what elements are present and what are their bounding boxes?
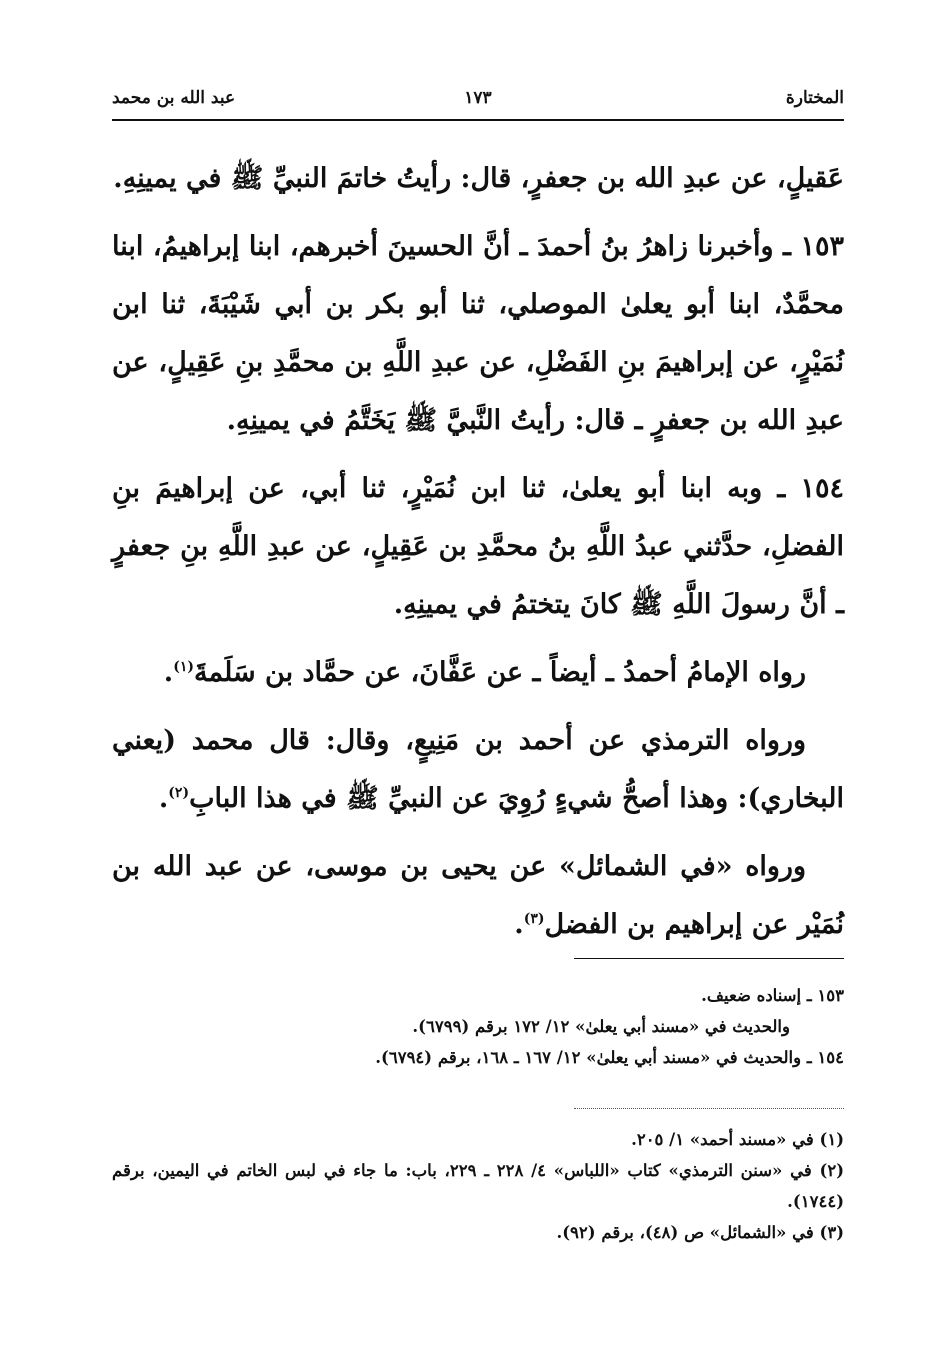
editor-notes: [112, 980, 844, 1073]
narration-tirmidhi-text: ورواه الترمذي عن أحمد بن مَنِيعٍ، وقال: قال محمد (يعني البخاري): وهذا أصحُّ شيءٍ رُوِيَ عن النبيِّ ﷺ في هذا البابِ: [112, 725, 844, 814]
narration-shamail: [112, 838, 844, 954]
footnote-1: (١) في «مسند أحمد» ١/ ٢٠٥.: [631, 1130, 844, 1149]
header-book-title: المختارة: [785, 88, 844, 108]
notes-separator: [574, 958, 844, 959]
main-text: [112, 150, 844, 964]
narration-tirmidhi: [112, 712, 844, 828]
running-header: [112, 84, 844, 118]
footnote-3: (٣) في «الشمائل» ص (٤٨)، برقم (٩٢).: [556, 1223, 844, 1242]
narration-ahmad: [112, 644, 844, 702]
note-153-source: والحديث في «مسند أبي يعلىٰ» ١٢/ ١٧٢ برقم (٦٧٩٩).: [412, 1017, 790, 1036]
footnote-2: (٢) في «سنن الترمذي» كتاب «اللباس» ٤/ ٢٢٨ ـ ٢٢٩، باب: ما جاء في لبس الخاتم في اليمين، برقم (١٧٤٤).: [112, 1161, 844, 1211]
header-rule: [112, 119, 844, 121]
note-154: ١٥٤ ـ والحديث في «مسند أبي يعلىٰ» ١٢/ ١٦٧ ـ ١٦٨، برقم (٦٧٩٤).: [375, 1048, 844, 1067]
period: .: [158, 783, 169, 814]
note-153: ١٥٣ ـ إسناده ضعيف.: [701, 986, 844, 1005]
period: .: [514, 909, 524, 940]
footnote-ref-3: (٣): [523, 911, 545, 927]
page-number: ١٧٣: [464, 88, 492, 108]
narration-ahmad-text: رواه الإمامُ أحمدُ ـ أيضاً ـ عن عَفَّانَ، عن حمَّاد بن سَلَمةَ: [193, 657, 806, 688]
footnotes-separator: [574, 1108, 844, 1109]
paragraph-continuation: عَقيلٍ، عن عبدِ الله بن جعفرٍ، قال: رأيتُ خاتمَ النبيِّ ﷺ في يمينِهِ.: [113, 163, 844, 194]
header-chapter-title: عبد الله بن محمد: [112, 88, 236, 108]
footnote-ref-2: (٢): [168, 785, 190, 801]
hadith-154: ١٥٤ ـ وبه ابنا أبو يعلىٰ، ثنا ابن نُمَيْرٍ، ثنا أبي، عن إبراهيمَ بنِ الفضلِ، حدَّثني عبدُ اللَّهِ بنُ محمَّدِ بن عَقِيلٍ، عن عبدِ اللَّهِ بنِ جعفرٍ ـ أنَّ رسولَ اللَّهِ ﷺ كانَ يتختمُ في يمينِهِ.: [112, 473, 844, 620]
narration-shamail-text: ورواه «في الشمائل» عن يحيى بن موسى، عن عبد الله بن نُمَيْر عن إبراهيم بن الفضل: [112, 851, 844, 940]
footnotes: [112, 1124, 844, 1248]
hadith-153: ١٥٣ ـ وأخبرنا زاهرُ بنُ أحمدَ ـ أنَّ الحسينَ أخبرهم، ابنا إبراهيمُ، ابنا محمَّدٌ، ابنا أبو يعلىٰ الموصلي، ثنا أبو بكر بن أبي شَيْبَةَ، ثنا ابن نُمَيْرٍ، عن إبراهيمَ بنِ الفَضْلِ، عن عبدِ اللَّهِ بن محمَّدِ بنِ عَقِيلٍ، عن عبدِ الله بن جعفرٍ ـ قال: رأيتُ النَّبيَّ ﷺ يَخَتَّمُ في يمينِهِ.: [112, 231, 844, 436]
period: .: [163, 657, 174, 688]
footnote-ref-1: (١): [173, 659, 194, 675]
